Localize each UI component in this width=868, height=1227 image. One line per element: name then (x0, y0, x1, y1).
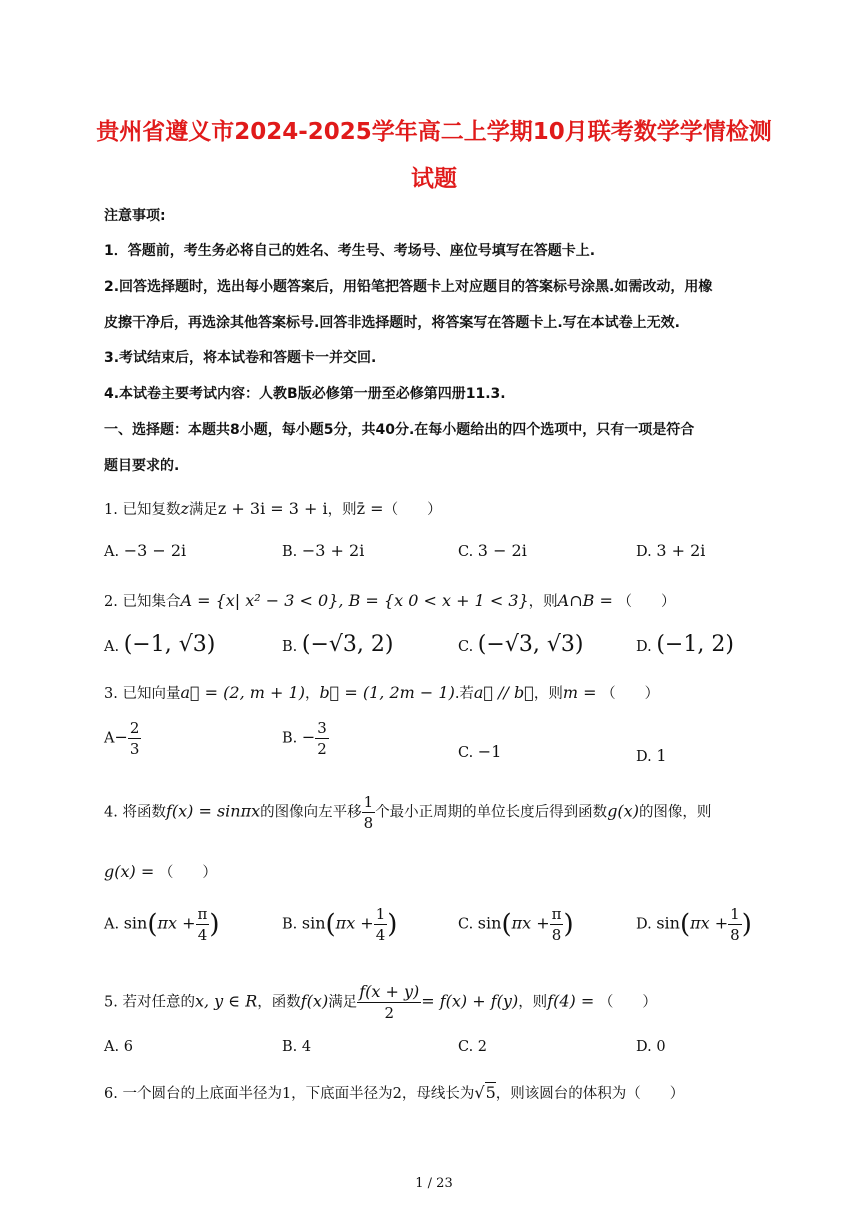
q3-option-a: A− $\frac{2}{3}$ (104, 719, 140, 758)
q1-ask: z̄ = (356, 499, 384, 518)
q4-option-b: B. sin(πx + $\frac{1}{4}$ ) (282, 905, 398, 944)
q1-pre: 1. 已知复数 (104, 502, 181, 518)
q2-sets: A = {x| x² − 3 < 0}, B = {x 0 < x + 1 < 3} (180, 591, 529, 610)
q5-option-c: C. 2 (458, 1039, 488, 1055)
q3-vector-a: a⃗ = (2, m + 1) (180, 683, 305, 702)
q1-condition: z + 3i = 3 + i (217, 499, 328, 518)
q5-equation-rhs: = f(x) + f(y) (421, 991, 519, 1011)
exam-title-line1: 贵州省遵义市2024-2025学年高二上学期10月联考数学学情检测 (96, 119, 772, 145)
q5-mid1: ，函数 (257, 994, 301, 1011)
q4-shift-fraction: $\frac{1}{8}$ (363, 793, 374, 832)
exam-title-line2: 试题 (411, 166, 457, 192)
q4-blank: （ ） (158, 865, 217, 881)
q4-pre: 4. 将函数 (104, 804, 166, 821)
q2-option-a: A. (−1, √3) (104, 632, 216, 657)
question-6: 6. 一个圆台的上底面半径为1，下底面半径为2，母线长为√5，则该圆台的体积为（ ） (104, 1083, 685, 1102)
question-3 (104, 682, 659, 703)
q1-blank: （ ） (383, 502, 442, 518)
q4-mid1: 的图像向左平移 (260, 804, 362, 821)
q2-blank: （ ） (617, 594, 676, 610)
q2-post: ，则 (528, 594, 558, 610)
page-number: 1 / 23 (415, 1176, 453, 1191)
q4-gx: g(x) (607, 801, 639, 821)
q4-mid2: 个最小正周期的单位长度后得到函数 (375, 804, 608, 821)
question-2 (104, 590, 676, 611)
q3-ask: m = (562, 683, 597, 702)
question-5 (104, 982, 657, 1023)
q5-fx: f(x) (300, 991, 329, 1011)
notice-item-1: 1．答题前，考生务必将自己的姓名、考生号、考场号、座位号填写在答题卡上. (104, 243, 596, 259)
q3-post: ，则 (533, 686, 563, 702)
q3-mid: .若 (454, 686, 474, 702)
section-heading-line1: 一、选择题：本题共8小题，每小题5分，共40分.在每小题给出的四个选项中，只有一项是符合 (104, 422, 695, 438)
notice-item-2b: 皮擦干净后，再选涂其他答案标号.回答非选择题时，将答案写在答题卡上.写在本试卷上无效. (104, 315, 680, 331)
q3-option-b: B. − $\frac{3}{2}$ (282, 719, 327, 758)
q4-fx: f(x) = sinπx (165, 801, 261, 821)
notice-item-2a: 2.回答选择题时，选出每小题答案后，用铅笔把答题卡上对应题目的答案标号涂黑.如需改动，用橡 (104, 279, 713, 295)
q3-option-d: D. 1 (636, 746, 667, 765)
q2-pre: 2. 已知集合 (104, 594, 181, 610)
q6-post: ，则该圆台的体积为（ ） (495, 1086, 685, 1102)
q5-option-d: D. 0 (636, 1039, 666, 1055)
q1-option-c: C. 3 − 2i (458, 541, 527, 560)
q1-post: ，则 (327, 502, 357, 518)
q1-option-a: A. −3 − 2i (104, 541, 187, 560)
q1-mid: 满足 (188, 502, 218, 518)
question-4-line2 (104, 861, 217, 882)
q3-sep: ， (304, 686, 320, 702)
q2-option-c: C. (−√3, √3) (458, 632, 584, 657)
q4-option-a: A. sin(πx + $\frac{\pi}{4}$ ) (104, 905, 220, 944)
q2-option-d: D. (−1, 2) (636, 632, 734, 657)
q3-parallel: a⃗ // b⃗ (473, 683, 534, 702)
q3-option-c: C. −1 (458, 742, 502, 761)
q1-option-d: D. 3 + 2i (636, 541, 706, 560)
q5-option-b: B. 4 (282, 1039, 312, 1055)
q4-ask: g(x) = (104, 862, 155, 881)
q5-domain: x, y ∈ R (194, 991, 258, 1011)
notice-item-4: 4.本试卷主要考试内容：人教B版必修第一册至必修第四册11.3. (104, 386, 506, 402)
q3-vector-b: b⃗ = (1, 2m − 1) (319, 683, 455, 702)
q3-blank: （ ） (601, 686, 660, 702)
question-1 (104, 498, 442, 519)
q5-equation-fraction: $\frac{f(x + y)}{2}$ (359, 982, 420, 1022)
q3-pre: 3. 已知向量 (104, 686, 181, 702)
q5-mid2: 满足 (328, 994, 358, 1011)
q5-post: ，则 (518, 994, 548, 1011)
q6-sqrt-value: 5 (485, 1083, 496, 1102)
q5-option-a: A. 6 (104, 1039, 133, 1055)
q4-post: 的图像，则 (638, 804, 712, 821)
q6-text: 6. 一个圆台的上底面半径为1，下底面半径为2，母线长为 (104, 1086, 475, 1102)
notice-item-3: 3.考试结束后，将本试卷和答题卡一并交回. (104, 350, 377, 366)
q5-pre: 5. 若对任意的 (104, 994, 195, 1011)
q5-ask: f(4) = (547, 991, 595, 1011)
q1-var: z (180, 499, 189, 518)
notice-heading: 注意事项: (104, 208, 166, 224)
q4-option-d: D. sin(πx + $\frac{1}{8}$ ) (636, 905, 752, 944)
q5-blank: （ ） (598, 994, 657, 1011)
q2-ask: A∩B = (557, 591, 613, 610)
q4-option-c: C. sin(πx + $\frac{\pi}{8}$ ) (458, 905, 574, 944)
question-4 (104, 792, 711, 833)
q1-option-b: B. −3 + 2i (282, 541, 365, 560)
q2-option-b: B. (−√3, 2) (282, 632, 394, 657)
section-heading-line2: 题目要求的. (104, 458, 180, 474)
